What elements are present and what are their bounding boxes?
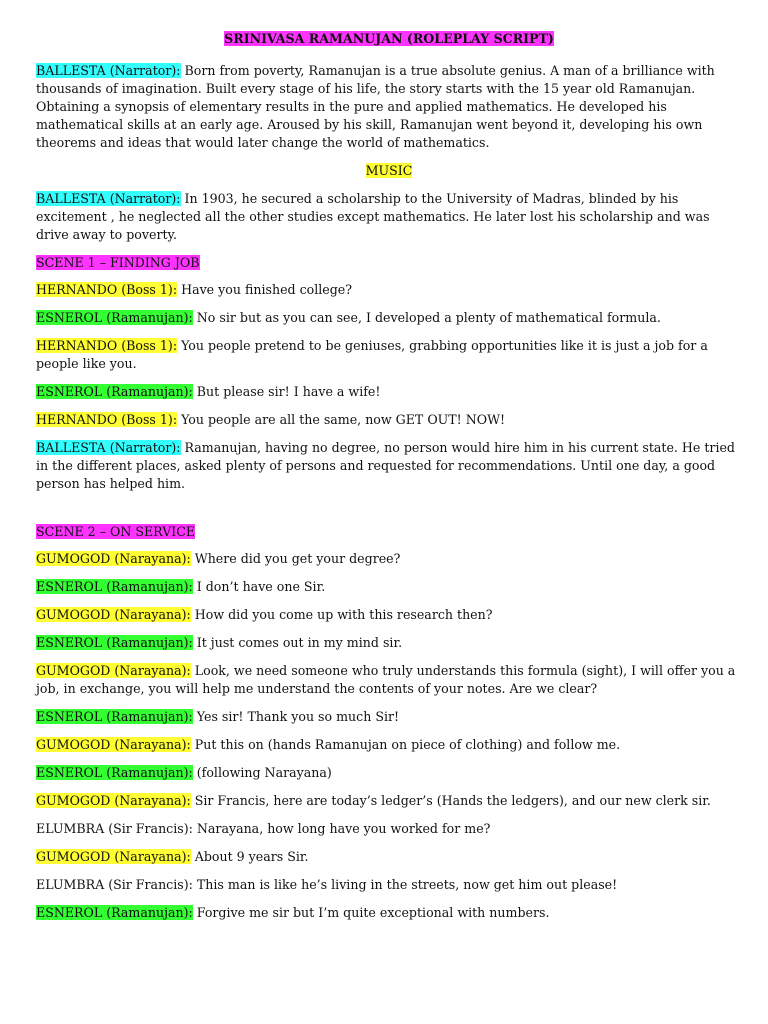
- line-text: Have you finished college?: [177, 282, 352, 297]
- dialogue-line: [36, 439, 742, 493]
- music-cue: MUSIC: [365, 163, 413, 178]
- line-text: Sir Francis, here are today’s ledger’s (Hands the ledgers), and our new clerk sir.: [190, 793, 711, 808]
- line-text: But please sir! I have a wife!: [192, 384, 381, 399]
- line-text: Look, we need someone who truly understands this formula (sight), I will offer you a job, in exchange, you will help me understand the contents of your notes. Are we clear?: [36, 663, 736, 696]
- dialogue-line: [36, 848, 742, 866]
- line-text: Narayana, how long have you worked for me?: [192, 821, 491, 836]
- dialogue-line: [36, 708, 742, 726]
- speaker-label: BALLESTA (Narrator):: [36, 191, 181, 206]
- dialogue-line: [36, 736, 742, 754]
- line-text: In 1903, he secured a scholarship to the University of Madras, blinded by his excitement , he neglected all the other studies except mathematics. He later lost his scholarship and was drive away to poverty.: [36, 191, 710, 242]
- line-text: You people are all the same, now GET OUT! NOW!: [177, 412, 506, 427]
- dialogue-line: [36, 606, 742, 624]
- speaker-label: GUMOGOD (Narayana):: [36, 607, 191, 622]
- speaker-label: GUMOGOD (Narayana):: [36, 551, 191, 566]
- line-text: No sir but as you can see, I developed a plenty of mathematical formula.: [192, 310, 661, 325]
- speaker-label: ESNEROL (Ramanujan):: [36, 709, 193, 724]
- speaker-label: BALLESTA (Narrator):: [36, 440, 181, 455]
- speaker-label: GUMOGOD (Narayana):: [36, 793, 191, 808]
- line-text: This man is like he’s living in the streets, now get him out please!: [192, 877, 618, 892]
- line-text: How did you come up with this research then?: [190, 607, 493, 622]
- line-text: I don’t have one Sir.: [192, 579, 326, 594]
- line-text: Forgive me sir but I’m quite exceptional with numbers.: [192, 905, 550, 920]
- speaker-label: ESNEROL (Ramanujan):: [36, 765, 193, 780]
- dialogue-line: [36, 550, 742, 568]
- line-text: Born from poverty, Ramanujan is a true absolute genius. A man of a brilliance with thousands of imagination. Built every stage of his life, the story starts with the 15 year old Ramanujan. Obtaining a synopsis of elementary results in the pure and applied mathematics. He developed his mathematical skills at an early age. Aroused by his skill, Ramanujan went beyond it, developing his own theorems and ideas that would later change the world of mathematics.: [36, 63, 715, 150]
- speaker-label: BALLESTA (Narrator):: [36, 63, 181, 78]
- dialogue-line: [36, 309, 742, 327]
- speaker-label: ESNEROL (Ramanujan):: [36, 635, 193, 650]
- speaker-label: ELUMBRA (Sir Francis):: [36, 821, 193, 836]
- script-title: SRINIVASA RAMANUJAN (ROLEPLAY SCRIPT): [224, 31, 554, 46]
- speaker-label: HERNANDO (Boss 1):: [36, 282, 178, 297]
- dialogue-line: [36, 281, 742, 299]
- dialogue-line: [36, 792, 742, 810]
- speaker-label: GUMOGOD (Narayana):: [36, 737, 191, 752]
- dialogue-line: [36, 634, 742, 652]
- line-text: Ramanujan, having no degree, no person would hire him in his current state. He tried in the different places, asked plenty of persons and requested for recommendations. Until one day, a good person has helped him.: [36, 440, 735, 491]
- speaker-label: ESNEROL (Ramanujan):: [36, 384, 193, 399]
- narration-paragraph: [36, 190, 742, 244]
- speaker-label: HERNANDO (Boss 1):: [36, 412, 178, 427]
- dialogue-line: [36, 764, 742, 782]
- speaker-label: GUMOGOD (Narayana):: [36, 849, 191, 864]
- dialogue-line: [36, 876, 742, 894]
- scene-heading: SCENE 1 – FINDING JOB: [36, 255, 200, 270]
- speaker-label: ELUMBRA (Sir Francis):: [36, 877, 193, 892]
- line-text: It just comes out in my mind sir.: [192, 635, 403, 650]
- line-text: Yes sir! Thank you so much Sir!: [192, 709, 400, 724]
- script-page: [36, 30, 742, 932]
- speaker-label: ESNEROL (Ramanujan):: [36, 579, 193, 594]
- spacer: [36, 503, 742, 523]
- dialogue-line: [36, 662, 742, 698]
- dialogue-line: [36, 820, 742, 838]
- speaker-label: ESNEROL (Ramanujan):: [36, 310, 193, 325]
- dialogue-line: [36, 904, 742, 922]
- line-text: (following Narayana): [192, 765, 332, 780]
- dialogue-line: [36, 337, 742, 373]
- intro-paragraph: [36, 62, 742, 152]
- dialogue-line: [36, 383, 742, 401]
- speaker-label: HERNANDO (Boss 1):: [36, 338, 178, 353]
- line-text: Put this on (hands Ramanujan on piece of clothing) and follow me.: [190, 737, 621, 752]
- line-text: You people pretend to be geniuses, grabbing opportunities like it is just a job for a people like you.: [36, 338, 708, 371]
- dialogue-line: [36, 578, 742, 596]
- dialogue-line: [36, 411, 742, 429]
- scene-heading: SCENE 2 – ON SERVICE: [36, 524, 196, 539]
- speaker-label: ESNEROL (Ramanujan):: [36, 905, 193, 920]
- line-text: About 9 years Sir.: [190, 849, 309, 864]
- speaker-label: GUMOGOD (Narayana):: [36, 663, 191, 678]
- line-text: Where did you get your degree?: [190, 551, 401, 566]
